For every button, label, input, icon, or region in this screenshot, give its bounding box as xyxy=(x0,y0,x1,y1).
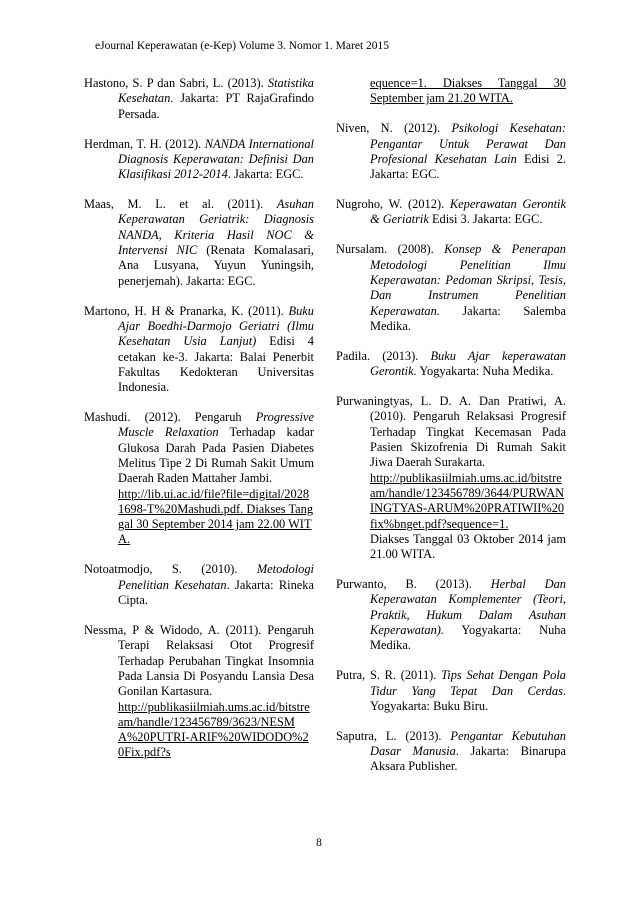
ref-authors: Mashudi. (2012). Pengaruh xyxy=(84,410,256,425)
ref-authors: Herdman, T. H. (2012). xyxy=(84,136,205,151)
reference-entry xyxy=(336,349,566,380)
ref-authors: Maas, M. L. et al. (2011). xyxy=(84,197,277,212)
reference-entry xyxy=(84,76,314,122)
ref-authors: Nugroho, W. (2012). xyxy=(336,197,450,212)
reference-entry xyxy=(84,137,314,183)
ref-title: Statistika Kesehatan xyxy=(118,76,314,106)
reference-entry xyxy=(336,197,566,228)
ref-title: Pengantar Kebutuhan Dasar Manusia xyxy=(370,728,566,759)
ref-publisher: Jakarta: Salemba Medika. xyxy=(370,303,566,333)
ref-link[interactable]: http://publikasiilmiah.ums.ac.id/bitstream/handle/123456789/3623/NESMA%20PUTRI-ARIF%20WIDODO%20Fix.pdf?s xyxy=(118,699,310,760)
reference-entry xyxy=(84,562,314,608)
reference-entry-continued xyxy=(336,76,566,107)
journal-header: eJournal Keperawatan (e-Kep) Volume 3. Nomor 1. Maret 2015 xyxy=(95,40,390,52)
ref-authors: Padila. (2013). xyxy=(336,348,431,363)
reference-entry xyxy=(84,410,314,548)
reference-entry xyxy=(336,668,566,714)
ref-title: Asuhan Keperawatan Geriatrik: Diagnosis NANDA, Kriteria Hasil NOC & Intervensi NIC xyxy=(118,197,314,258)
ref-authors: Notoatmodjo, S. (2010). xyxy=(84,562,257,577)
ref-title: NANDA International Diagnosis Keperawatan: Definisi Dan Klasifikasi 2012-2014 xyxy=(118,136,314,182)
reference-entry xyxy=(336,577,566,653)
ref-publisher: Edisi 3. Jakarta: EGC. xyxy=(428,212,543,227)
ref-publisher: Edisi 2. Jakarta: EGC. xyxy=(370,151,566,182)
ref-title: Metodologi Penelitian Kesehatan xyxy=(118,562,314,592)
ref-publisher: Yogyakarta: Nuha Medika. xyxy=(416,364,554,379)
ref-title: Psikologi Kesehatan: Pengantar Untuk Perawat Dan Profesional Kesehatan Lain xyxy=(370,121,566,166)
ref-link[interactable]: http://lib.ui.ac.id/file?file=digital/20281698-T%20Mashudi.pdf. Diakses Tanggal 30 September 2014 jam 22.00 WITA. xyxy=(118,486,314,547)
reference-entry xyxy=(336,729,566,775)
reference-entry xyxy=(84,304,314,396)
ref-title: Buku Ajar Boedhi-Darmojo Geriatri (Ilmu Kesehatan Usia Lanjut) xyxy=(118,303,314,349)
ref-publisher: Edisi 4 cetakan ke-3. Jakarta: Balai Penerbit Fakultas Kedokteran Universitas Indonesia. xyxy=(118,334,314,395)
reference-entry xyxy=(336,394,566,562)
ref-authors: Purwanto, B. (2013). xyxy=(336,577,491,592)
ref-publisher: . Yogyakarta: Buku Biru. xyxy=(370,683,566,713)
ref-publisher: (Renata Komalasari, Ana Lusyana, Yuyun Yuningsih, penerjemah). Jakarta: EGC. xyxy=(118,243,314,288)
reference-entry xyxy=(336,242,566,334)
ref-authors: Nursalam. (2008). xyxy=(336,242,445,257)
page-number: 8 xyxy=(316,837,322,849)
ref-access-date: Diakses Tanggal 03 Oktober 2014 jam 21.00 WITA. xyxy=(370,531,566,562)
ref-authors: Niven, N. (2012). xyxy=(336,121,452,136)
ref-authors: Martono, H. H & Pranarka, K. (2011). xyxy=(84,303,289,318)
left-column xyxy=(84,76,314,775)
ref-title: Herbal Dan Keperawatan Komplementer (Teori, Praktik, Hukum Dalam Asuhan Keperawatan). xyxy=(370,577,566,638)
ref-authors: Purwaningtyas, L. D. A. Dan Pratiwi, A. (2010). Pengaruh Relaksasi Progresif Terhadap Tingkat Kecemasan Pada Pasien Skizofrenia Di Rumah Sakit Jiwa Daerah Surakarta. xyxy=(336,394,566,470)
reference-entry xyxy=(84,197,314,289)
ref-publisher: . Jakarta: EGC. xyxy=(227,167,304,182)
ref-publisher: Terhadap kadar Glukosa Darah Pada Pasien Diabetes Melitus Tipe 2 Di Rumah Sakit Umum Daerah Raden Mattaher Jambi. xyxy=(118,425,314,486)
reference-entry xyxy=(84,623,314,761)
ref-title: Konsep & Penerapan Metodologi Penelitian Ilmu Keperawatan: Pedoman Skripsi, Tesis, Dan Instrumen Penelitian Keperawatan. xyxy=(370,242,566,318)
ref-publisher: Yogyakarta: Nuha Medika. xyxy=(370,623,566,653)
ref-title: Tips Sehat Dengan Pola Tidur Yang Tepat Dan Cerdas xyxy=(370,668,566,698)
ref-title: Keperawatan Gerontik & Geriatrik xyxy=(370,197,566,227)
ref-authors: Nessma, P & Widodo, A. (2011). Pengaruh Terapi Relaksasi Otot Progresif Terhadap Perubahan Tingkat Insomnia Pada Lansia Di Posyandu Lansia Desa Gonilan Kartasura. xyxy=(84,623,314,699)
ref-link[interactable]: http://publikasiilmiah.ums.ac.id/bitstream/handle/123456789/3644/PURWANINGTYAS-ARUM%20PRATIWII%20fix%bnget.pdf?sequence=1. xyxy=(370,470,565,531)
ref-authors: Saputra, L. (2013). xyxy=(336,728,451,743)
ref-authors: Putra, S. R. (2011). xyxy=(336,668,442,683)
right-column xyxy=(336,76,566,789)
reference-entry xyxy=(336,121,566,182)
ref-title: Buku Ajar keperawatan Gerontik. xyxy=(370,348,566,379)
ref-title: Progressive Muscle Relaxation xyxy=(118,410,314,440)
ref-publisher: . Jakarta: PT RajaGrafindo Persada. xyxy=(118,91,314,121)
ref-link[interactable]: equence=1. Diakses Tanggal 30 September jam 21.20 WITA. xyxy=(370,76,566,106)
ref-publisher: . Jakarta: Binarupa Aksara Publisher. xyxy=(370,744,566,774)
ref-authors: Hastono, S. P dan Sabri, L. (2013). xyxy=(84,76,268,90)
ref-publisher: . Jakarta: Rineka Cipta. xyxy=(118,577,314,608)
